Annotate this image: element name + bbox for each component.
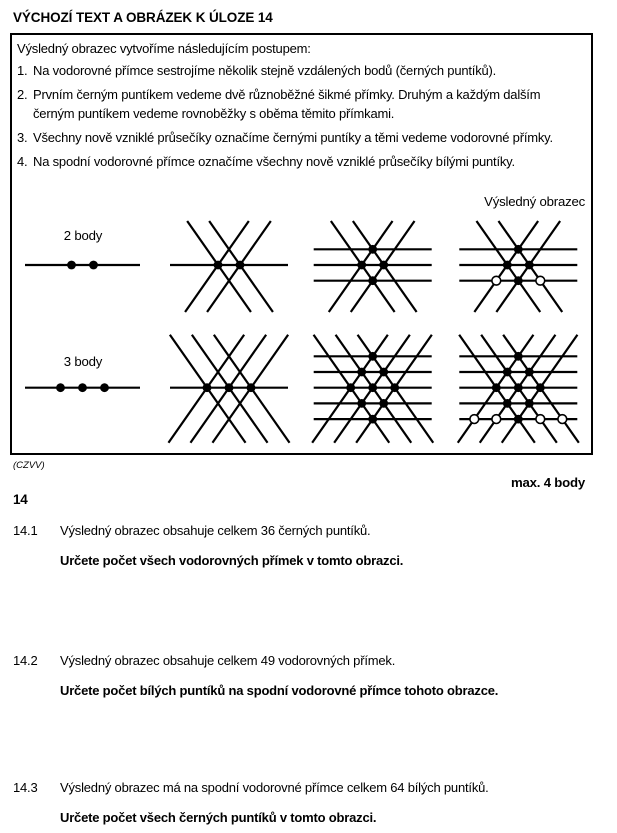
step-number: 3. — [17, 130, 28, 145]
step-item-1 — [17, 61, 585, 80]
step-number: 4. — [17, 154, 28, 169]
instruction-box — [10, 33, 593, 455]
step-text — [33, 61, 496, 80]
step-text — [33, 128, 553, 147]
source-attribution: (CZVV) — [13, 460, 45, 471]
step-item-2 — [17, 85, 585, 123]
step-text — [33, 152, 515, 171]
intro-text: Výsledný obrazec vytvoříme následujícím postupem: — [17, 41, 311, 56]
question-number: 14.3 — [13, 780, 38, 795]
question-14-3 — [13, 778, 607, 827]
question-14-1 — [13, 521, 607, 570]
step-line: Prvním černým puntíkem vedeme dvě různoběžné šikmé přímky. Druhým a každým dalším — [33, 87, 541, 102]
row-label-3-points: 3 body — [63, 354, 103, 369]
question-statement: Výsledný obrazec obsahuje celkem 36 černých puntíků. — [60, 523, 371, 538]
step-number: 1. — [17, 63, 28, 78]
step-item-3 — [17, 128, 585, 147]
result-figure-label: Výsledný obrazec — [484, 194, 585, 209]
section-number: 14 — [13, 492, 28, 507]
step-line: Všechny nově vzniklé průsečíky označíme černými puntíky a těmi vedeme vodorovné přímky. — [33, 130, 553, 145]
question-statement: Výsledný obrazec má na spodní vodorovné přímce celkem 64 bílých puntíků. — [60, 780, 489, 795]
step-item-4 — [17, 152, 585, 171]
step-line: černým puntíkem vedeme rovnoběžky s oběma těmito přímkami. — [33, 106, 395, 121]
question-task: Určete počet všech vodorovných přímek v tomto obrazci. — [60, 553, 404, 568]
question-number: 14.1 — [13, 523, 38, 538]
step-line: Na vodorovné přímce sestrojíme několik stejně vzdálených bodů (černých puntíků). — [33, 63, 497, 78]
question-task: Určete počet všech černých puntíků v tomto obrazci. — [60, 810, 377, 825]
question-14-2 — [13, 651, 607, 700]
row-label-2-points: 2 body — [63, 228, 103, 243]
step-number: 2. — [17, 87, 28, 102]
max-points-label: max. 4 body — [510, 475, 585, 490]
question-statement: Výsledný obrazec obsahuje celkem 49 vodorovných přímek. — [60, 653, 396, 668]
step-line: Na spodní vodorovné přímce označíme všechny nově vzniklé průsečíky bílými puntíky. — [33, 154, 515, 169]
step-text — [33, 85, 540, 123]
question-number: 14.2 — [13, 653, 38, 668]
page-title: VÝCHOZÍ TEXT A OBRÁZEK K ÚLOZE 14 — [13, 10, 273, 25]
question-task: Určete počet bílých puntíků na spodní vodorovné přímce tohoto obrazce. — [60, 683, 499, 698]
